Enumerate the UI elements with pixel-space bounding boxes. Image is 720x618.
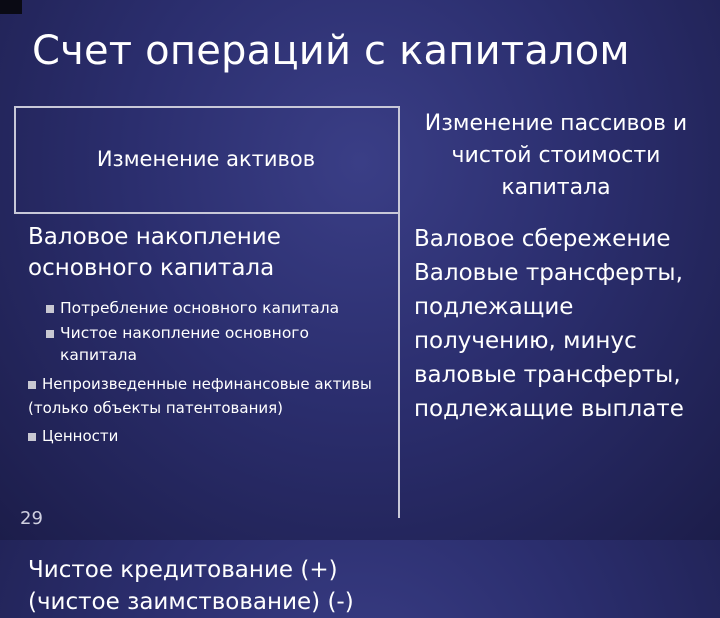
list-item-text: Чистое накопление основного капитала bbox=[60, 324, 309, 364]
list-item-text: Непроизведенные нефинансовые активы (только объекты патентования) bbox=[28, 375, 372, 417]
list-item bbox=[28, 294, 398, 322]
header-assets-label: Изменение активов bbox=[96, 147, 316, 171]
square-bullet-icon bbox=[28, 433, 36, 441]
header-assets bbox=[14, 106, 398, 212]
square-bullet-icon bbox=[28, 381, 36, 389]
slide-title: Счет операций с капиталом bbox=[32, 28, 630, 74]
liabilities-column bbox=[414, 222, 714, 426]
list-item bbox=[28, 322, 398, 366]
list-item-text: Ценности bbox=[42, 427, 119, 445]
corner-mark bbox=[0, 0, 22, 14]
header-liabilities: Изменение пассивов и чистой стоимости капитала bbox=[424, 111, 688, 200]
table-header-divider bbox=[14, 212, 398, 214]
gross-capital-formation: Валовое накопление основного капитала bbox=[28, 224, 281, 281]
square-bullet-icon bbox=[46, 305, 54, 313]
capital-transfers: Валовые трансферты, подлежащие получению, минус валовые трансферты, подлежащие выплате bbox=[414, 260, 684, 422]
list-item-text: Потребление основного капитала bbox=[60, 299, 340, 317]
page-number: 29 bbox=[20, 508, 43, 529]
assets-bullet-list bbox=[28, 294, 398, 448]
net-lending: Чистое кредитование (+) (чистое заимствование) (-) bbox=[28, 557, 354, 615]
list-item bbox=[28, 372, 398, 420]
square-bullet-icon bbox=[46, 330, 54, 338]
list-item bbox=[28, 424, 398, 448]
gross-saving: Валовое сбережение bbox=[414, 226, 671, 252]
